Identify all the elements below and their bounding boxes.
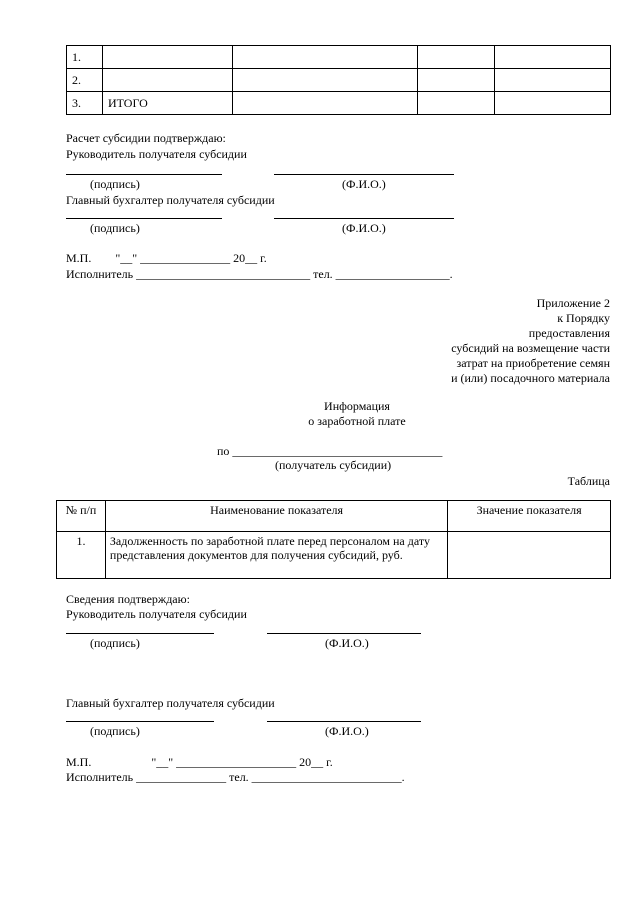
signature-line xyxy=(66,218,222,219)
row-number: 1. xyxy=(57,532,106,579)
fio-caption: (Ф.И.О.) xyxy=(342,221,386,235)
header-number: № п/п xyxy=(57,501,106,532)
head-label: Руководитель получателя субсидии xyxy=(66,147,247,161)
recipient-caption: (получатель субсидии) xyxy=(275,458,392,472)
recipient-line: по ___________________________________ xyxy=(217,444,443,458)
header-name: Наименование показателя xyxy=(105,501,447,532)
row-number: 1. xyxy=(67,46,103,69)
indicator-value xyxy=(448,532,611,579)
signature-line xyxy=(66,174,222,175)
info-table xyxy=(56,500,611,579)
fio-caption: (Ф.И.О.) xyxy=(342,177,386,191)
info-subtitle: о заработной плате xyxy=(308,414,406,428)
table-header-row xyxy=(57,501,611,532)
fio-caption: (Ф.И.О.) xyxy=(325,636,369,650)
row-number: 3. xyxy=(67,92,103,115)
fio-line xyxy=(274,218,454,219)
indicator-name: Задолженность по заработной плате перед персоналом на дату представления документов для получения субсидий, руб. xyxy=(105,532,447,579)
signature-line xyxy=(66,633,214,634)
signature-caption: (подпись) xyxy=(90,221,140,235)
row-number: 2. xyxy=(67,69,103,92)
signature-caption: (подпись) xyxy=(90,177,140,191)
row-label xyxy=(102,69,232,92)
stamp-date-line: М.П. "__" _______________ 20__ г. xyxy=(66,251,267,265)
appendix-line: затрат на приобретение семян xyxy=(456,356,610,370)
header-value: Значение показателя xyxy=(448,501,611,532)
row-label: ИТОГО xyxy=(102,92,232,115)
confirm-info-text: Сведения подтверждаю: xyxy=(66,592,190,606)
table-row xyxy=(57,532,611,579)
appendix-line: субсидий на возмещение части xyxy=(451,341,610,355)
signature-caption: (подпись) xyxy=(90,636,140,650)
executor-line: Исполнитель _______________ тел. _________________________. xyxy=(66,770,405,784)
summary-table xyxy=(66,45,611,115)
fio-line xyxy=(267,721,421,722)
signature-caption: (подпись) xyxy=(90,724,140,738)
fio-caption: (Ф.И.О.) xyxy=(325,724,369,738)
stamp-date-line: М.П. "__" ____________________ 20__ г. xyxy=(66,755,333,769)
appendix-line: предоставления xyxy=(528,326,610,340)
accountant-label: Главный бухгалтер получателя субсидии xyxy=(66,193,275,207)
table-row xyxy=(67,46,611,69)
appendix-line: Приложение 2 xyxy=(536,296,610,310)
fio-line xyxy=(274,174,454,175)
table-row xyxy=(67,69,611,92)
confirm-calc-text: Расчет субсидии подтверждаю: xyxy=(66,131,226,145)
head-label: Руководитель получателя субсидии xyxy=(66,607,247,621)
appendix-line: к Порядку xyxy=(557,311,610,325)
accountant-label: Главный бухгалтер получателя субсидии xyxy=(66,696,275,710)
info-title: Информация xyxy=(324,399,390,413)
table-row xyxy=(67,92,611,115)
table-label: Таблица xyxy=(567,474,610,488)
fio-line xyxy=(267,633,421,634)
row-label xyxy=(102,46,232,69)
appendix-line: и (или) посадочного материала xyxy=(451,371,610,385)
executor-line: Исполнитель _____________________________ тел. ___________________. xyxy=(66,267,453,281)
signature-line xyxy=(66,721,214,722)
